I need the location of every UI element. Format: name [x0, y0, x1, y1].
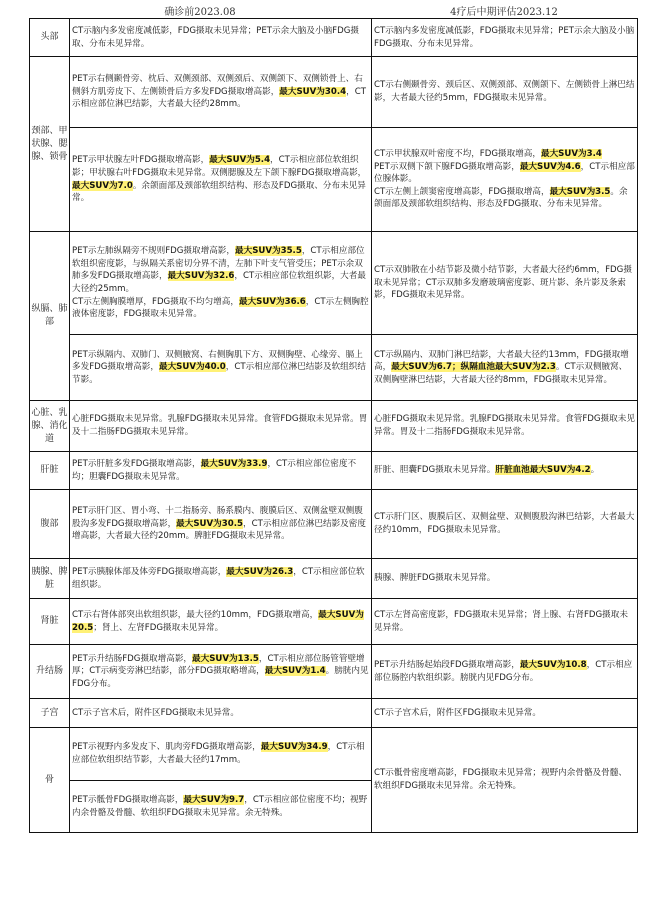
- finding-text: PET示纵隔内、双肺门、双侧腋窝、右侧胸肌下方、双侧胸壁、心缘旁、膈上多发FDG摄取增高影，: [72, 349, 363, 373]
- finding-text: ，CT示相应部位密度不均；胆囊FDG摄取未见异常。: [72, 458, 357, 482]
- finding-text: CT示左肾高密度影，FDG摄取未见异常；肾上腺、右肾FDG摄取未见异常。: [374, 609, 628, 633]
- row-label: 腹部: [30, 490, 70, 559]
- after-cell: [372, 728, 638, 833]
- before-cell: [70, 728, 372, 781]
- finding-text: CT示右肾体部突出软组织影，最大径约10mm，FDG摄取增高，: [72, 609, 319, 620]
- row-label: 颈部、甲状腺、腮腺、锁骨: [30, 57, 70, 232]
- finding-text: 。余颌面部及颈部软组织结构、形态及FDG摄取、分布未见异常。: [72, 180, 366, 204]
- suv-highlight: 最大SUV为1.4: [264, 666, 326, 677]
- before-cell: [70, 699, 372, 728]
- suv-highlight: 最大SUV为40.0: [158, 362, 226, 373]
- suv-highlight: 最大SUV为34.9: [260, 742, 328, 753]
- finding-text: CT示脑内多发密度减低影，FDG摄取未见异常；PET示余大脑及小脑FDG摄取、分布未见异常。: [374, 25, 635, 49]
- after-cell: [372, 645, 638, 699]
- table-row: [30, 57, 638, 128]
- suv-highlight: 最大SUV为26.3: [226, 566, 294, 577]
- finding-text: 。: [590, 465, 600, 476]
- before-cell: [70, 335, 372, 401]
- finding-text: 心脏FDG摄取未见异常。乳腺FDG摄取未见异常。食管FDG摄取未见异常。胃及十二指肠FDG摄取未见异常。: [72, 414, 368, 437]
- suv-highlight: 最大SUV为13.5: [192, 653, 259, 664]
- row-label: 心脏、乳腺、消化道: [30, 401, 70, 452]
- table-row: [30, 559, 638, 599]
- after-cell: [372, 401, 638, 452]
- finding-text: ；肾上、左肾FDG摄取未见异常。: [93, 622, 224, 633]
- finding-text: ，CT示相应部位腺体影。: [374, 161, 635, 185]
- suv-highlight: 最大SUV为4.6: [519, 161, 581, 172]
- finding-text: ，CT示相应部位软组织影；甲状腺右叶FDG摄取未见异常。双侧腮腺及左下颌下腺FDG摄取增高影，: [72, 155, 367, 178]
- finding-text: ，CT示左侧胸腔液体密度影，FDG摄取未见异常。: [72, 296, 369, 320]
- table-row: [30, 490, 638, 559]
- suv-highlight: 最大SUV为33.9: [200, 458, 268, 469]
- finding-text: CT示肝门区、腹膜后区、双侧盆壁、双侧腹股沟淋巴结影，大者最大径约10mm，FDG摄取未见异常。: [374, 512, 635, 535]
- before-cell: [70, 645, 372, 699]
- suv-highlight: 最大SUV为5.4: [209, 155, 271, 166]
- finding-text: PET示左肺纵隔旁不规则FDG摄取增高影，: [72, 246, 235, 257]
- report-document: [29, 0, 637, 833]
- suv-highlight: 最大SUV为7.0: [72, 180, 133, 191]
- after-cell: [372, 57, 638, 128]
- suv-highlight: 最大SUV为3.5: [549, 186, 611, 197]
- comparison-table: [29, 18, 638, 833]
- finding-text: CT示左侧胸膜增厚，FDG摄取不均匀增高，: [72, 296, 239, 307]
- suv-highlight: 最大SUV为9.7: [183, 794, 245, 805]
- before-cell: [70, 401, 372, 452]
- finding-text: PET示肝门区、胃小弯、十二指肠旁、肠系膜内、腹膜后区、双侧盆壁双侧腹股沟多发FDG摄取增高影，: [72, 506, 363, 529]
- table-header: [29, 0, 637, 18]
- after-cell: [372, 599, 638, 645]
- finding-text: CT示骶骨密度增高影，FDG摄取未见异常；视野内余骨骼及骨髓、软组织FDG摄取未见异常。余无特殊。: [374, 768, 627, 791]
- after-cell: [372, 19, 638, 57]
- table-row: [30, 19, 638, 57]
- finding-text: 肝脏、胆囊FDG摄取未见异常。: [374, 465, 496, 476]
- table-row: [30, 335, 638, 401]
- column-header-before: 确诊前2023.08: [164, 7, 236, 18]
- suv-highlight: 最大SUV为30.5: [176, 518, 243, 529]
- after-cell: [372, 232, 638, 335]
- finding-text: ，CT示相应部位淋巴结影及软组织结节影。: [72, 362, 366, 385]
- row-label: 纵膈、肺部: [30, 232, 70, 401]
- suv-highlight: 最大SUV为35.5: [235, 246, 302, 257]
- row-label: 肝脏: [30, 452, 70, 490]
- finding-text: ，CT示相应部位软组织影，大者最大径约25mm。: [72, 271, 366, 294]
- after-cell: [372, 559, 638, 599]
- table-row: [30, 232, 638, 335]
- after-cell: [372, 699, 638, 728]
- finding-text: PET示右侧颞骨旁、枕后、双侧颈部、双侧颈后、双侧颌下、双侧锁骨上、右侧斜方肌旁皮下、左侧锁骨后方多发FDG摄取增高影，: [72, 74, 363, 97]
- before-cell: [70, 232, 372, 335]
- finding-text: PET示骶骨FDG摄取增高影，: [72, 794, 184, 805]
- before-cell: [70, 559, 372, 599]
- table-row: [30, 699, 638, 728]
- before-cell: [70, 490, 372, 559]
- row-label: 肾脏: [30, 599, 70, 645]
- finding-text: ，CT示相应部位软组织密度影，与纵隔关系密切分界不清，左肺下叶支气管受压；PET示余双肺多发FDG摄取增高影，: [72, 246, 365, 282]
- finding-text: 胰腺、脾脏FDG摄取未见异常。: [374, 573, 496, 584]
- finding-text: PET示胰腺体部及体旁FDG摄取增高影，: [72, 566, 227, 577]
- before-cell: [70, 57, 372, 128]
- column-header-after: 4疗后中期评估2023.12: [450, 7, 558, 18]
- after-cell: [372, 490, 638, 559]
- finding-text: CT示右侧颞骨旁、颈后区、双侧颈部、双侧颌下、左侧锁骨上淋巴结影，大者最大径约5mm，FDG摄取未见异常。: [374, 80, 635, 103]
- finding-text: 心脏FDG摄取未见异常。乳腺FDG摄取未见异常。食管FDG摄取未见异常。胃及十二指肠FDG摄取未见异常。: [374, 414, 635, 437]
- finding-text: CT示左侧上颌窦密度增高影，FDG摄取增高，: [374, 186, 550, 197]
- row-label: 升结肠: [30, 645, 70, 699]
- finding-text: CT示双肺散在小结节影及微小结节影，大者最大径约6mm，FDG摄取未见异常；CT示双肺多发磨玻璃密度影、斑片影、条片影及条索影，FDG摄取未见异常。: [374, 265, 632, 301]
- table-row: [30, 401, 638, 452]
- table-row: [30, 728, 638, 781]
- table-row: [30, 128, 638, 232]
- finding-text: ，CT示相应部位软组织影。: [72, 566, 365, 590]
- finding-text: ，CT示相应部位软组织结节影，大者最大径约17mm。: [72, 742, 365, 765]
- finding-text: ，CT示相应部位淋巴结影，大者最大径约28mm。: [72, 86, 366, 110]
- before-cell: [70, 19, 372, 57]
- table-row: [30, 452, 638, 490]
- finding-text: 。膀胱内见FDG分布。: [72, 666, 369, 689]
- finding-text: PET示升结肠FDG摄取增高影，: [72, 653, 193, 664]
- finding-text: PET示甲状腺左叶FDG摄取增高影，: [72, 155, 210, 166]
- finding-text: CT示脑内多发密度减低影，FDG摄取未见异常；PET示余大脑及小脑FDG摄取、分布未见异常。: [72, 25, 359, 49]
- after-cell: [372, 335, 638, 401]
- before-cell: [70, 599, 372, 645]
- finding-text: CT示子宫术后，附件区FDG摄取未见异常。: [374, 707, 541, 718]
- finding-text: CT示子宫术后，附件区FDG摄取未见异常。: [72, 707, 239, 718]
- suv-highlight: 最大SUV为36.6: [238, 296, 306, 307]
- row-label: 胰腺、脾脏: [30, 559, 70, 599]
- suv-highlight: 肝脏血池最大SUV为4.2: [495, 465, 591, 476]
- finding-text: 。CT示双侧腋窝、双侧胸壁淋巴结影，大者最大径约8mm，FDG摄取未见异常。: [374, 362, 628, 385]
- finding-text: PET示双侧下颌下腺FDG摄取增高影，: [374, 161, 520, 172]
- table-row: [30, 645, 638, 699]
- suv-highlight: 最大SUV为32.6: [167, 271, 235, 282]
- finding-text: ，CT示相应部位淋巴结影及密度增高影，大者最大径约20mm。脾脏FDG摄取未见异常。: [72, 518, 366, 542]
- finding-text: 。余颌面部及颈部软组织结构、形态及FDG摄取、分布未见异常。: [374, 186, 628, 210]
- after-cell: [372, 128, 638, 232]
- finding-text: ，CT示相应部位密度不均；视野内余骨骼及骨髓、软组织FDG摄取未见异常。余无特殊。: [72, 794, 368, 818]
- suv-highlight: 最大SUV为3.4: [540, 149, 602, 160]
- row-label: 骨: [30, 728, 70, 833]
- finding-text: PET示肝脏多发FDG摄取增高影，: [72, 458, 201, 469]
- after-cell: [372, 452, 638, 490]
- before-cell: [70, 781, 372, 833]
- row-label: 头部: [30, 19, 70, 57]
- finding-text: CT示纵隔内、双肺门淋巴结影，大者最大径约13mm，FDG摄取增高，: [374, 349, 629, 373]
- finding-text: PET示视野内多发皮下、肌肉旁FDG摄取增高影，: [72, 742, 261, 753]
- before-cell: [70, 128, 372, 232]
- suv-highlight: 最大SUV为10.8: [519, 659, 587, 670]
- finding-text: CT示甲状腺双叶密度不均，FDG摄取增高，: [374, 149, 541, 160]
- suv-highlight: 最大SUV为20.5: [72, 609, 364, 633]
- row-label: 子宫: [30, 699, 70, 728]
- finding-text: ，CT示相应部位肠腔内软组织影。膀胱内见FDG分布。: [374, 659, 633, 683]
- finding-text: ，CT示相应部位肠管管壁增厚；CT示病变旁淋巴结影，部分FDG摄取略增高，: [72, 653, 365, 677]
- suv-highlight: 最大SUV为6.7；纵隔血池最大SUV为2.3: [391, 362, 556, 373]
- suv-highlight: 最大SUV为30.4: [279, 86, 347, 97]
- table-row: [30, 599, 638, 645]
- before-cell: [70, 452, 372, 490]
- finding-text: PET示升结肠起始段FDG摄取增高影，: [374, 659, 520, 670]
